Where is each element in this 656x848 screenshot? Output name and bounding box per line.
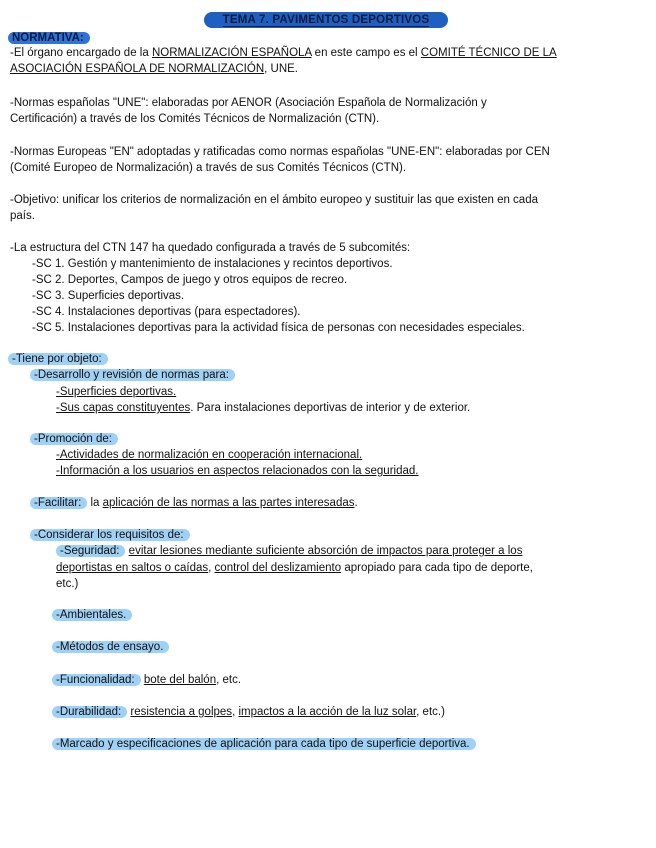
page-title: TEMA 7. PAVIMENTOS DEPORTIVOS	[204, 12, 448, 28]
desarrollo-heading: -Desarrollo y revisión de normas para:	[30, 368, 235, 382]
objeto-heading: -Tiene por objeto:	[8, 352, 108, 366]
metodos-item: -Métodos de ensayo.	[52, 640, 169, 654]
desarrollo-item-2: -Sus capas constituyentes. Para instalaciones deportivas de interior y de exterior.	[56, 402, 471, 414]
facilitar-line: -Facilitar: la aplicación de las normas a las partes interesadas.	[30, 496, 358, 510]
promocion-item-1: -Actividades de normalización en cooperación internacional.	[56, 449, 363, 461]
seguridad-line: -Seguridad: evitar lesiones mediante suficiente absorción de impactos para proteger a los	[56, 544, 522, 558]
list-item-sc5: -SC 5. Instalaciones deportivas para la actividad física de personas con necesidades especiales.	[32, 322, 525, 334]
paragraph-estructura: -La estructura del CTN 147 ha quedado configurada a través de 5 subcomités:	[10, 242, 411, 254]
promocion-item-2: -Información a los usuarios en aspectos relacionados con la seguridad.	[56, 465, 419, 477]
list-item-sc4: -SC 4. Instalaciones deportivas (para espectadores).	[32, 306, 301, 318]
promocion-heading: -Promoción de:	[30, 432, 118, 446]
funcionalidad-item: -Funcionalidad: bote del balón, etc.	[52, 673, 241, 687]
paragraph-organo-cont: ASOCIACIÓN ESPAÑOLA DE NORMALIZACIÓN, UNE.	[10, 63, 298, 75]
normativa-heading: NORMATIVA:	[8, 31, 90, 45]
list-item-sc2: -SC 2. Deportes, Campos de juego y otros equipos de recreo.	[32, 274, 348, 286]
paragraph-objetivo: -Objetivo: unificar los criterios de normalización en el ámbito europeo y sustituir las que existen en cada	[10, 194, 538, 206]
paragraph-une: -Normas españolas "UNE": elaboradas por AENOR (Asociación Española de Normalización y	[10, 97, 487, 109]
paragraph-organo: -El órgano encargado de la NORMALIZACIÓN ESPAÑOLA en este campo es el COMITÉ TÉCNICO DE LA	[10, 47, 557, 59]
list-item-sc1: -SC 1. Gestión y mantenimiento de instalaciones y recintos deportivos.	[32, 258, 393, 270]
paragraph-en-cont: (Comité Europeo de Normalización) a través de sus Comités Técnicos (CTN).	[10, 162, 407, 174]
paragraph-objetivo-cont: país.	[10, 210, 35, 222]
paragraph-en: -Normas Europeas "EN" adoptadas y ratificadas como normas españolas "UNE-EN": elaboradas por CEN	[10, 146, 550, 158]
ambientales-item: -Ambientales.	[52, 608, 132, 622]
marcado-item: -Marcado y especificaciones de aplicación para cada tipo de superficie deportiva.	[52, 737, 476, 751]
list-item-sc3: -SC 3. Superficies deportivas.	[32, 290, 185, 302]
seguridad-line-end: etc.)	[56, 578, 79, 590]
considerar-heading: -Considerar los requisitos de:	[30, 528, 190, 542]
desarrollo-item-1: -Superficies deportivas.	[56, 386, 177, 398]
paragraph-une-cont: Certificación) a través de los Comités Técnicos de Normalización (CTN).	[10, 113, 380, 125]
durabilidad-item: -Durabilidad: resistencia a golpes, impactos a la acción de la luz solar, etc.)	[52, 705, 445, 719]
seguridad-line-cont: deportistas en saltos o caídas, control del deslizamiento apropiado para cada tipo de deporte,	[56, 562, 533, 574]
